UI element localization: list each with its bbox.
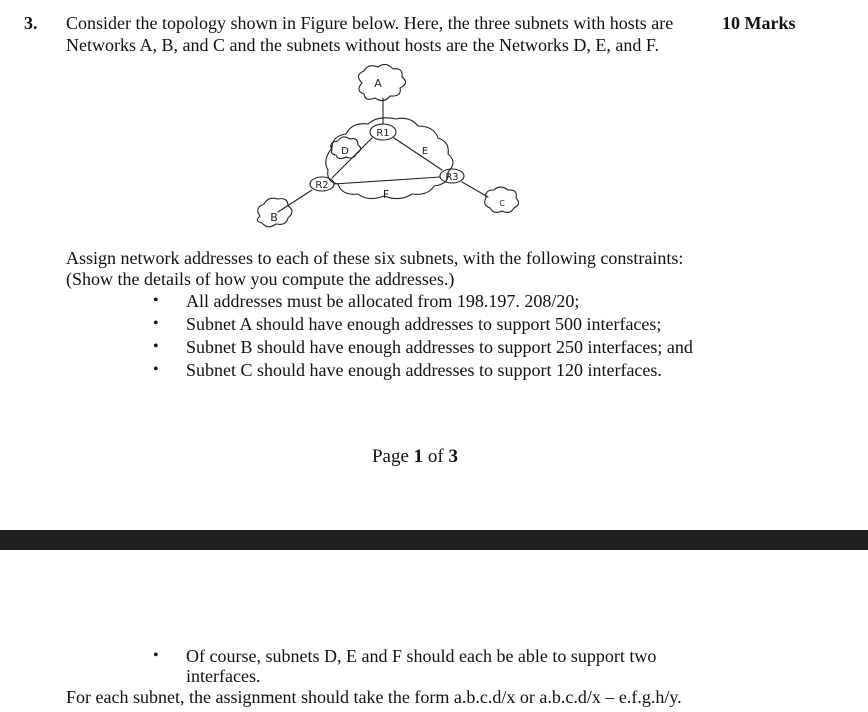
link-r3-c [462, 182, 488, 197]
question-number: 3. [24, 13, 38, 33]
instructions-line1: Assign network addresses to each of these six subnets, with the following constraints: [66, 248, 684, 268]
page-footer [0, 446, 830, 468]
marks-label: 10 Marks [722, 13, 796, 33]
constraint-item-4: Subnet C should have enough addresses to support 120 interfaces. [186, 360, 662, 380]
label-c: C [499, 199, 505, 208]
label-r3: R3 [445, 172, 459, 183]
label-b: B [270, 211, 278, 224]
link-r2-b [278, 190, 312, 212]
label-a: A [374, 77, 382, 90]
page-footer-prefix: Page [371, 446, 414, 467]
topology-figure [240, 60, 530, 240]
bullet-marker: • [153, 361, 159, 378]
page-footer-middle: of [423, 446, 449, 467]
page-total: 3 [448, 446, 458, 467]
label-r1: R1 [376, 128, 390, 139]
continued-bullet-line2: interfaces. [186, 666, 261, 686]
page-current: 1 [413, 446, 424, 467]
instructions-line2: (Show the details of how you compute the addresses.) [66, 269, 455, 289]
label-r2: R2 [315, 180, 329, 191]
bullet-marker: • [153, 315, 159, 332]
page-separator [0, 530, 868, 550]
link-r2-r3 [334, 177, 440, 184]
question-text-line2: Networks A, B, and C and the subnets without hosts are the Networks D, E, and F. [66, 35, 659, 55]
constraint-item-2: Subnet A should have enough addresses to support 500 interfaces; [186, 314, 662, 334]
constraint-item-3: Subnet B should have enough addresses to support 250 interfaces; and [186, 337, 693, 357]
page-2 [0, 550, 868, 712]
cloud-a [358, 64, 405, 100]
constraint-item-1: All addresses must be allocated from 198.197. 208/20; [186, 291, 580, 311]
question-text-line1: Consider the topology shown in Figure below. Here, the three subnets with hosts are [66, 13, 674, 33]
bullet-marker: • [153, 292, 159, 309]
label-d: D [341, 146, 349, 157]
continued-bullet-line1: Of course, subnets D, E and F should each be able to support two [186, 646, 657, 666]
final-instruction: For each subnet, the assignment should take the form a.b.c.d/x or a.b.c.d/x – e.f.g.h/y. [66, 687, 682, 707]
bullet-marker: • [153, 647, 159, 664]
label-e: E [421, 146, 429, 157]
label-f: F [382, 188, 390, 201]
bullet-marker: • [153, 338, 159, 355]
link-r1-r3 [394, 138, 442, 170]
